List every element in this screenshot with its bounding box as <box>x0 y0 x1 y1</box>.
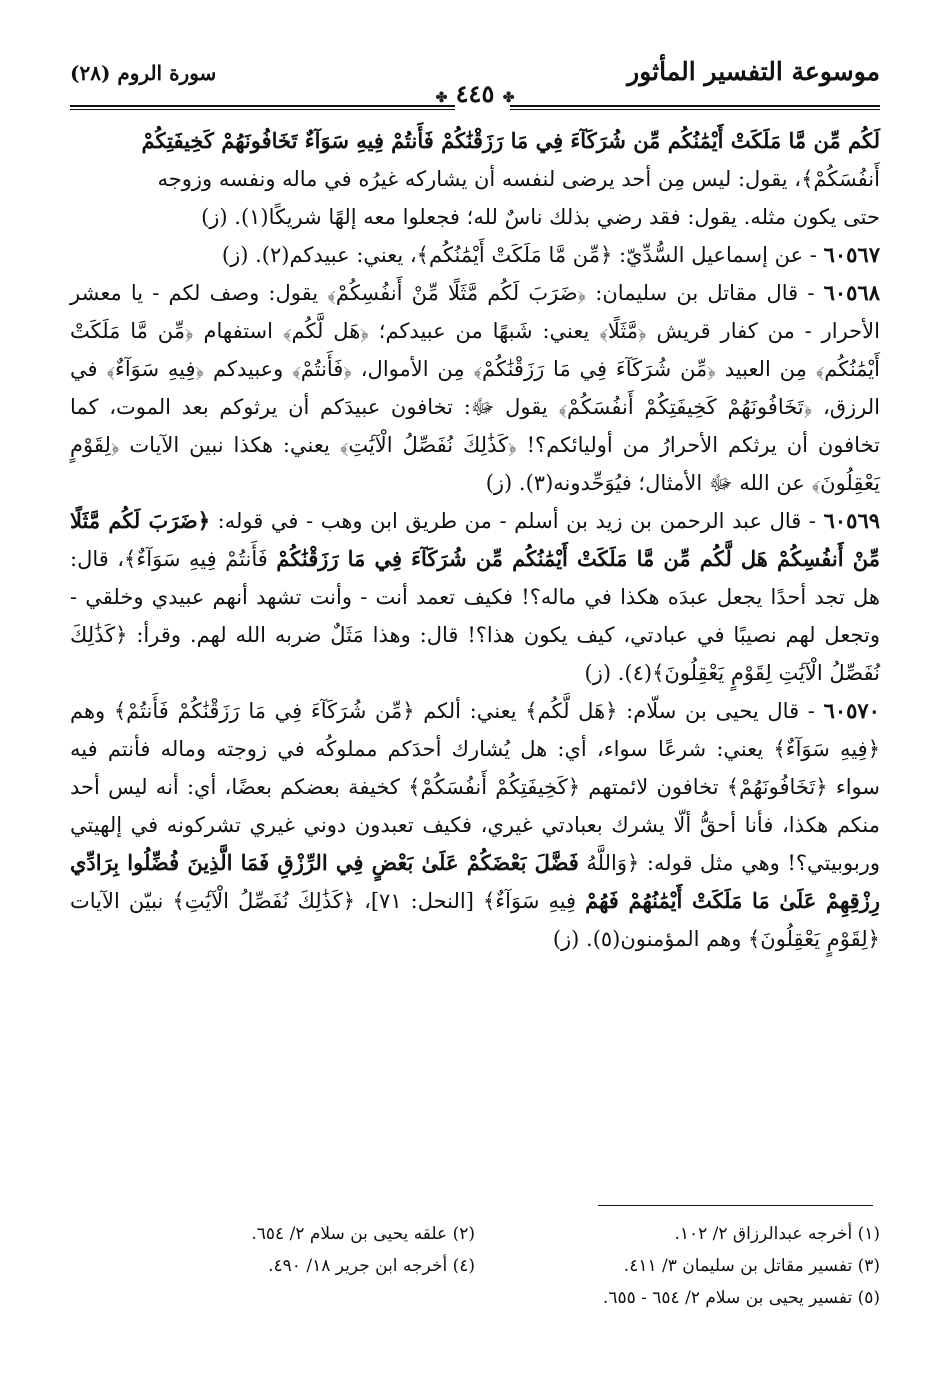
footnote-row <box>70 1282 880 1314</box>
entry-60569 <box>70 502 880 692</box>
text-line: بعضكم بعضًا، أي: أنه ليس أحد منكم هكذا، فأنا أحقُّ ألّا يشرك بعبادتي غيري، <box>70 775 880 837</box>
text-line: - وأنت تشهد أنهم عبيدي وخلقي - وتجعل لهم نصيبًا في عبادتي، كيف يكون <box>70 585 880 647</box>
text-line: فَأَنتُمْ﴾ وهم ﴿فِيهِ سَوَآءٌ﴾ يعني: شرعًا سواء، أي: هل يُشارك أحدَكم مملوكُه في <box>70 699 880 761</box>
text-line: - قال مقاتل بن سليمان: ﴿ضَرَبَ لَكُم مَّثَلًا مِّنْ أَنفُسِكُمْ﴾ يقول: وصف لكم - <box>152 281 815 305</box>
footnote-row <box>70 1250 880 1282</box>
entry-60570 <box>70 692 880 958</box>
entry-text: - عن إسماعيل السُّدِّيّ: ﴿مِّن مَّا مَلَكَتْ أَيْمَٰنُكُم﴾، يعني: عبيدكم(٢). (ز) <box>221 243 817 267</box>
header-rule <box>510 109 880 110</box>
text-line: حتى يكون مثله. يقول: فقد رضي بذلك ناسٌ لله؛ فجعلوا معه إلهًا شريكًا(١). (ز) <box>201 205 880 229</box>
quran-quote: ﴿ضَرَبَ لَكُم مَّثَلًا مِّنْ أَنفُسِكُمْ هَل لَّكُم مِّن مَّا مَلَكَتْ أَيْمَٰنُكُم مِّن شُرَكَآءَ فِي مَا رَزَقْنَٰكُمْ <box>70 508 880 571</box>
text-line: المؤمنون(٥). (ز) <box>552 927 700 951</box>
text-line: فَأَنتُمْ فِيهِ سَوَآءٌ﴾، قال: هل تجد أحدًا يجعل عبدَه هكذا في ماله؟! فكيف تعمد أنت <box>70 547 881 609</box>
ornament-icon: ✤ <box>502 90 515 106</box>
page-header <box>70 55 880 108</box>
header-rule <box>70 105 455 107</box>
text-line: أوليائكم؟! ﴿كَذَٰلِكَ نُفَصِّلُ الْآيَٰتِ﴾ يعني: هكذا نبين الآيات ﴿لِقَوْمٍ يَعْقِلُونَ﴾ <box>70 433 880 495</box>
footnote-2: (٢) علقه يحيى بن سلام ٢/ ٦٥٤. <box>251 1224 475 1244</box>
entry-number: ٦٠٥٦٩ <box>823 508 881 533</box>
text-line: أَنفُسَكُمْ﴾، يقول: ليس مِن أحد يرضى لنفسه أن يشاركه غيرُه في ماله ونفسه وزوجه <box>157 167 880 191</box>
text-line: ﴿فَأَنتُمْ﴾ وعبيدكم ﴿فِيهِ سَوَآءٌ﴾ في الرزق، ﴿تَخَافُونَهُمْ كَخِيفَتِكُمْ أَنفُسَكُمْ﴾ يقول ﷻ: <box>70 357 880 419</box>
page-number: ٤٤٥ <box>455 79 495 108</box>
book-title: موسوعة التفسير المأثور <box>627 57 880 86</box>
footnote-separator <box>598 1205 873 1206</box>
quran-quote: فَضَّلَ بَعْضَكُمْ عَلَىٰ بَعْضٍ فِي الرِّزْقِ فَمَا الَّذِينَ فُضِّلُوا بِرَادِّي رِزْقِهِمْ عَلَىٰ مَا مَلَكَتْ أَيْمَٰنُهُمْ فَهُمْ <box>70 850 880 913</box>
text-line: فِيهِ سَوَآءٌ﴾ [النحل: ٧١]، ﴿كَذَٰلِكَ نُفَصِّلُ الْآيَٰتِ﴾ نبيّن الآيات ﴿لِقَوْمٍ يَعْقِلُونَ﴾ وهم <box>70 889 880 951</box>
entry-number: ٦٠٥٧٠ <box>823 698 880 723</box>
ornament-icon: ✤ <box>435 90 448 106</box>
text-line: فكيف تعبدون دوني غيري تشركونه في إلهيتي وربوبيتي؟! وهي مثل قوله: ﴿وَاللَّهُ <box>70 813 880 875</box>
text-line: - قال يحيى بن سلّام: ﴿هَل لَّكُم﴾ يعني: ألكم ﴿مِّن شُرَكَآءَ فِي مَا رَزَقْنَٰكُمْ <box>177 699 815 723</box>
footnote-5: (٥) تفسير يحيى بن سلام ٢/ ٦٥٤ - ٦٥٥. <box>602 1288 880 1308</box>
text-line: يا معشر الأحرار - من كفار قريش ﴿مَّثَلًا﴾ يعني: شَبهًا من عبيدكم؛ ﴿هَل لَّكُم﴾ <box>70 281 880 343</box>
text-line: استفهام ﴿مِّن مَّا مَلَكَتْ أَيْمَٰنُكُم﴾ مِن العبيد ﴿مِّن شُرَكَآءَ فِي مَا رَزَقْنَٰكُمْ﴾ مِن الأموال، <box>70 319 880 381</box>
entry-number: ٦٠٥٦٨ <box>823 280 880 305</box>
text-line: يَعْقِلُونَ﴾(٤). (ز) <box>584 661 725 685</box>
entry-60568 <box>70 274 880 502</box>
page-number-block <box>400 79 550 108</box>
text-line: هذا؟! قال: وهذا مَثَلٌ ضربه الله لهم. وقرأ: ﴿كَذَٰلِكَ نُفَصِّلُ الْآيَٰتِ لِقَوْمٍ <box>70 623 880 685</box>
text-line: تخافون عبيدَكم أن يرثوكم بعد الموت، كما تخافون أن يرثكم الأحرارُ من <box>70 395 880 457</box>
footnote-4: (٤) أخرجه ابن جرير ١٨/ ٤٩٠. <box>268 1256 475 1276</box>
footnotes <box>70 1218 880 1314</box>
paragraph-continuation <box>70 122 880 236</box>
footnote-row <box>70 1218 880 1250</box>
surah-label: سورة الروم (٢٨) <box>70 61 217 85</box>
text-line: - قال عبد الرحمن بن زيد بن أسلم - من طريق ابن وهب - في قوله: <box>217 509 816 533</box>
text-line: عن الله ﷻ الأمثال؛ فيُوَحِّدونه(٣). (ز) <box>485 471 805 495</box>
quran-quote: لَكُم مِّن مَّا مَلَكَتْ أَيْمَٰنُكُم مِّن شُرَكَآءَ فِي مَا رَزَقْنَٰكُمْ فَأَنتُمْ فِيهِ سَوَآءٌ تَخَافُونَهُمْ كَخِيفَتِكُمْ <box>141 128 880 153</box>
entry-number: ٦٠٥٦٧ <box>823 242 880 267</box>
header-rule <box>70 109 455 110</box>
text-line: زوجته وماله فأنتم فيه سواء ﴿تَخَافُونَهُمْ﴾ تخافون لائمتهم ﴿كَخِيفَتِكُمْ أَنفُسَكُمْ﴾ كخيفة <box>70 737 880 799</box>
main-text <box>70 122 880 958</box>
header-rule <box>510 105 880 107</box>
footnote-3: (٣) تفسير مقاتل بن سليمان ٣/ ٤١١. <box>623 1256 880 1276</box>
entry-60567 <box>70 236 880 274</box>
footnote-1: (١) أخرجه عبدالرزاق ٢/ ١٠٢. <box>674 1224 880 1244</box>
